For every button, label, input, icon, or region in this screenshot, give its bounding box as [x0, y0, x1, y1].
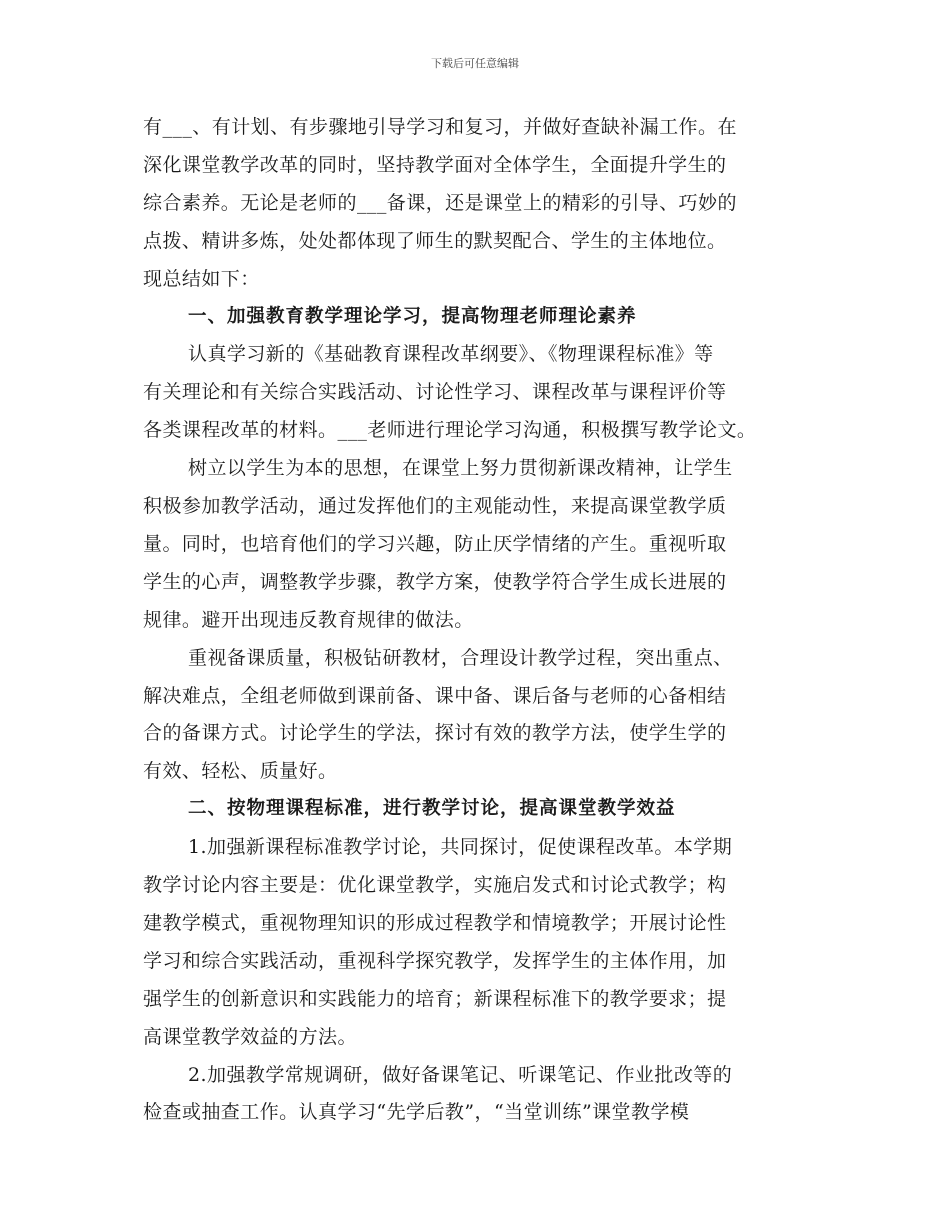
paragraph-line: 教学讨论内容主要是：优化课堂教学，实施启发式和讨论式教学；构 [143, 874, 727, 896]
paragraph-line: 建教学模式，重视物理知识的形成过程教学和情境教学；开展讨论性 [143, 911, 727, 934]
paragraph-line: 强学生的创新意识和实践能力的培育；新课程标准下的教学要求；提 [143, 987, 727, 1010]
paragraph-line: 1.加强新课程标准教学讨论，共同探讨，促使课程改革。本学期 [188, 836, 733, 859]
paragraph-line: 点拨、精讲多炼，处处都体现了师生的默契配合、学生的主体地位。 [143, 229, 727, 252]
paragraph-line: 合的备课方式。讨论学生的学法，探讨有效的教学方法，使学生学的 [143, 722, 727, 745]
paragraph-line: 深化课堂教学改革的同时，坚持教学面对全体学生，全面提升学生的 [143, 153, 727, 176]
paragraph-line: 有关理论和有关综合实践活动、讨论性学习、课程改革与课程评价等 [143, 381, 727, 404]
paragraph-line: 综合素养。无论是老师的___备课，还是课堂上的精彩的引导、巧妙的 [143, 191, 737, 214]
paragraph-line: 解决难点，全组老师做到课前备、课中备、课后备与老师的心备相结 [143, 684, 727, 707]
paragraph-line: 有效、轻松、质量好。 [143, 760, 338, 783]
paragraph-line: 检查或抽查工作。认真学习“先学后教”，“当堂训练”课堂教学模 [143, 1101, 690, 1124]
paragraph-line: 学生的心声，调整教学步骤，教学方案，使教学符合学生成长进展的 [143, 570, 727, 593]
paragraph-line: 现总结如下： [143, 267, 260, 290]
paragraph-line: 各类课程改革的材料。___老师进行理论学习沟通，积极撰写教学论文。 [143, 419, 757, 442]
paragraph-line: 有___、有计划、有步骤地引导学习和复习，并做好查缺补漏工作。在 [143, 116, 737, 138]
section-heading: 二、按物理课程标准，进行教学讨论，提高课堂教学效益 [188, 798, 676, 820]
paragraph-line: 学习和综合实践活动，重视科学探究教学，发挥学生的主体作用，加 [143, 949, 727, 972]
paragraph-line: 认真学习新的《基础教育课程改革纲要》、《物理课程标准》等 [188, 343, 714, 366]
paragraph-line: 高课堂教学效益的方法。 [143, 1025, 357, 1048]
section-heading: 一、加强教育教学理论学习，提高物理老师理论素养 [188, 305, 637, 327]
paragraph-line: 重视备课质量，积极钻研教材，合理设计教学过程，突出重点、 [188, 646, 733, 669]
paragraph-line: 积极参加教学活动，通过发挥他们的主观能动性，来提高课堂教学质 [143, 495, 727, 517]
paragraph-line: 树立以学生为本的思想，在课堂上努力贯彻新课改精神，让学生 [188, 457, 733, 480]
paragraph-line: 规律。避开出现违反教育规律的做法。 [143, 608, 474, 631]
paragraph-line: 量。同时，也培育他们的学习兴趣，防止厌学情绪的产生。重视听取 [143, 532, 727, 555]
paragraph-line: 2.加强教学常规调研，做好备课笔记、听课笔记、作业批改等的 [188, 1063, 733, 1086]
page-header: 下载后可任意编辑 [431, 57, 519, 70]
